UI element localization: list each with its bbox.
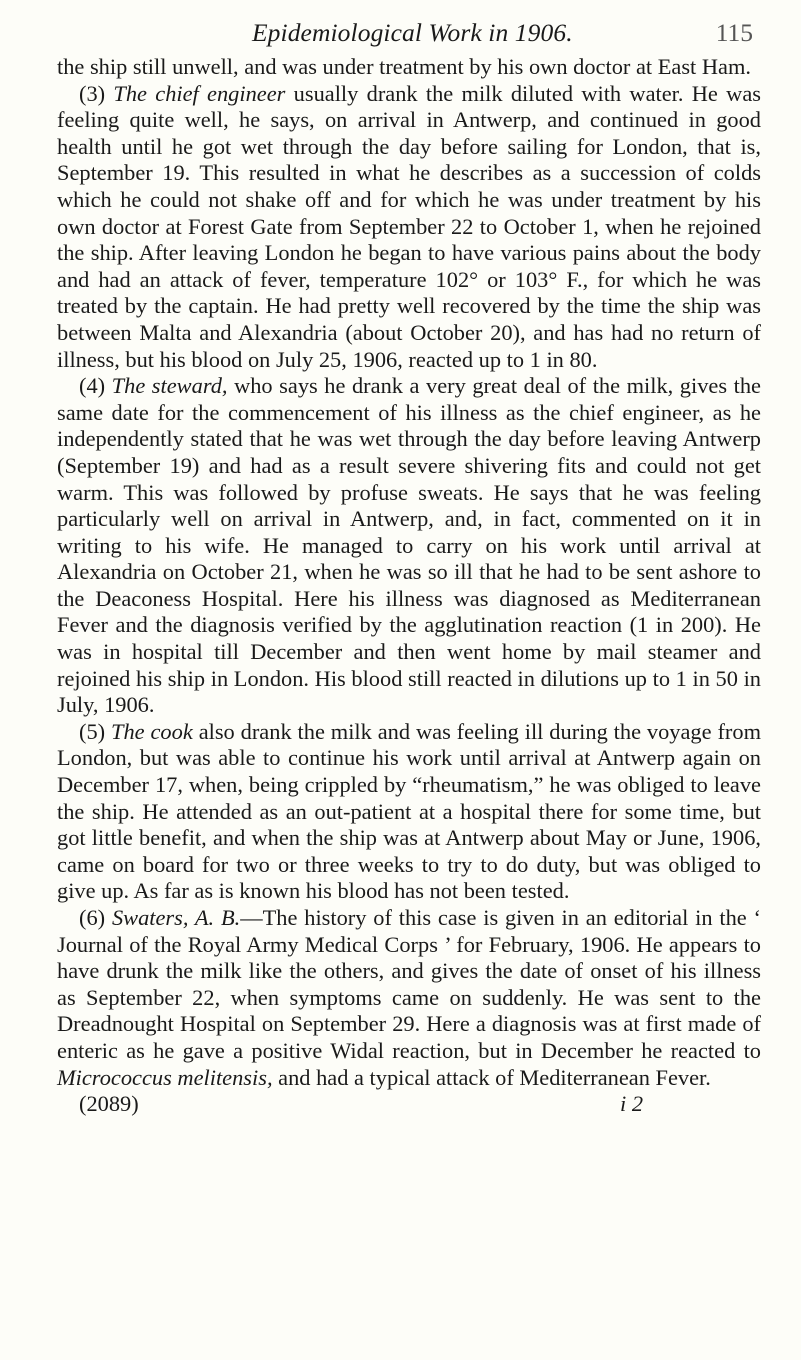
- page-header: [57, 10, 761, 54]
- organism-name: Micrococcus melitensis,: [57, 1064, 273, 1090]
- running-title: Epidemiological Work in 1906.: [252, 18, 573, 47]
- case-text: also drank the milk and was feeling ill during the voyage from London, but was able to continue his work until arrival at Antwerp again on December 17, when, being crippled by “rheumatism,” he was obliged to leave the ship. He attended as an out-patient at a hospital there for some time, but got little benefit, and when the ship was at Antwerp about May or June, 1906, came on board for two or three weeks to try to do duty, but was obliged to give up. As far as is known his blood has not been tested.: [57, 718, 761, 904]
- case-number: (5): [79, 718, 106, 744]
- case-number: (6): [79, 905, 106, 930]
- case-lead: The steward,: [111, 373, 228, 399]
- case-paragraph-4: [57, 373, 761, 719]
- case-lead: Swaters, A. B.: [111, 905, 241, 930]
- page-number: 115: [715, 18, 753, 47]
- case-text: usually drank the milk diluted with water. He was feeling quite well, he says, on arrival in Antwerp, and continued in good health until he got wet through the day before sailing for London, that is, September 19. This resulted in what he describes as a succession of colds which he could not shake off and for which he was under treatment by his own doctor at Forest Gate from September 22 to October 1, when he rejoined the ship. After leaving London he began to have various pains about the body and had an attack of fever, temperature 102° or 103° F., for which he was treated by the captain. He had pretty well recovered by the time the ship was between Malta and Alexandria (about October 20), and has had no return of illness, but his blood on July 25, 1906, reacted up to 1 in 80.: [57, 80, 761, 372]
- signature-mark: i 2: [620, 1091, 644, 1117]
- case-paragraph-6: [57, 905, 761, 1091]
- case-paragraph-3: [57, 81, 761, 374]
- case-text-end: and had a typical attack of Mediterranean Fever.: [272, 1064, 711, 1090]
- page-footer: [57, 1091, 761, 1119]
- case-text: —The history of this case is given in an editorial in the ‘ Journal of the Royal Army Medical Corps ’ for February, 1906. He appears to have drunk the milk like the others, and gives the date of onset of his illness as September 22, when symptoms came on suddenly. He was sent to the Dreadnought Hospital on September 29. Here a diagnosis was at first made of enteric as he gave a positive Widal reaction, but in December he reacted to: [57, 905, 761, 1063]
- print-code: (2089): [79, 1091, 139, 1117]
- case-text: who says he drank a very great deal of the milk, gives the same date for the commencement of his illness as the chief engineer, as he independently stated that he was wet through the day before leaving Antwerp (September 19) and had as a result severe shivering fits and could not get warm. This was followed by profuse sweats. He says that he was feeling particularly well on arrival in Antwerp, and, in fact, commented on it in writing to his wife. He managed to carry on his work until arrival at Alexandria on October 21, when he was so ill that he had to be sent ashore to the Deaconess Hospital. Here his illness was diagnosed as Mediterranean Fever and the diagnosis verified by the agglutination reaction (1 in 200). He was in hospital till December and then went home by mail steamer and rejoined his ship in London. His blood still reacted in dilutions up to 1 in 50 in July, 1906.: [57, 373, 761, 718]
- case-number: (4): [79, 373, 106, 399]
- case-paragraph-5: [57, 719, 761, 905]
- continuation-paragraph: the ship still unwell, and was under treatment by his own doctor at East Ham.: [57, 54, 751, 79]
- case-number: (3): [79, 80, 106, 106]
- body-text: [57, 54, 761, 1091]
- case-lead: The cook: [111, 718, 193, 744]
- case-lead: The chief engineer: [113, 80, 286, 106]
